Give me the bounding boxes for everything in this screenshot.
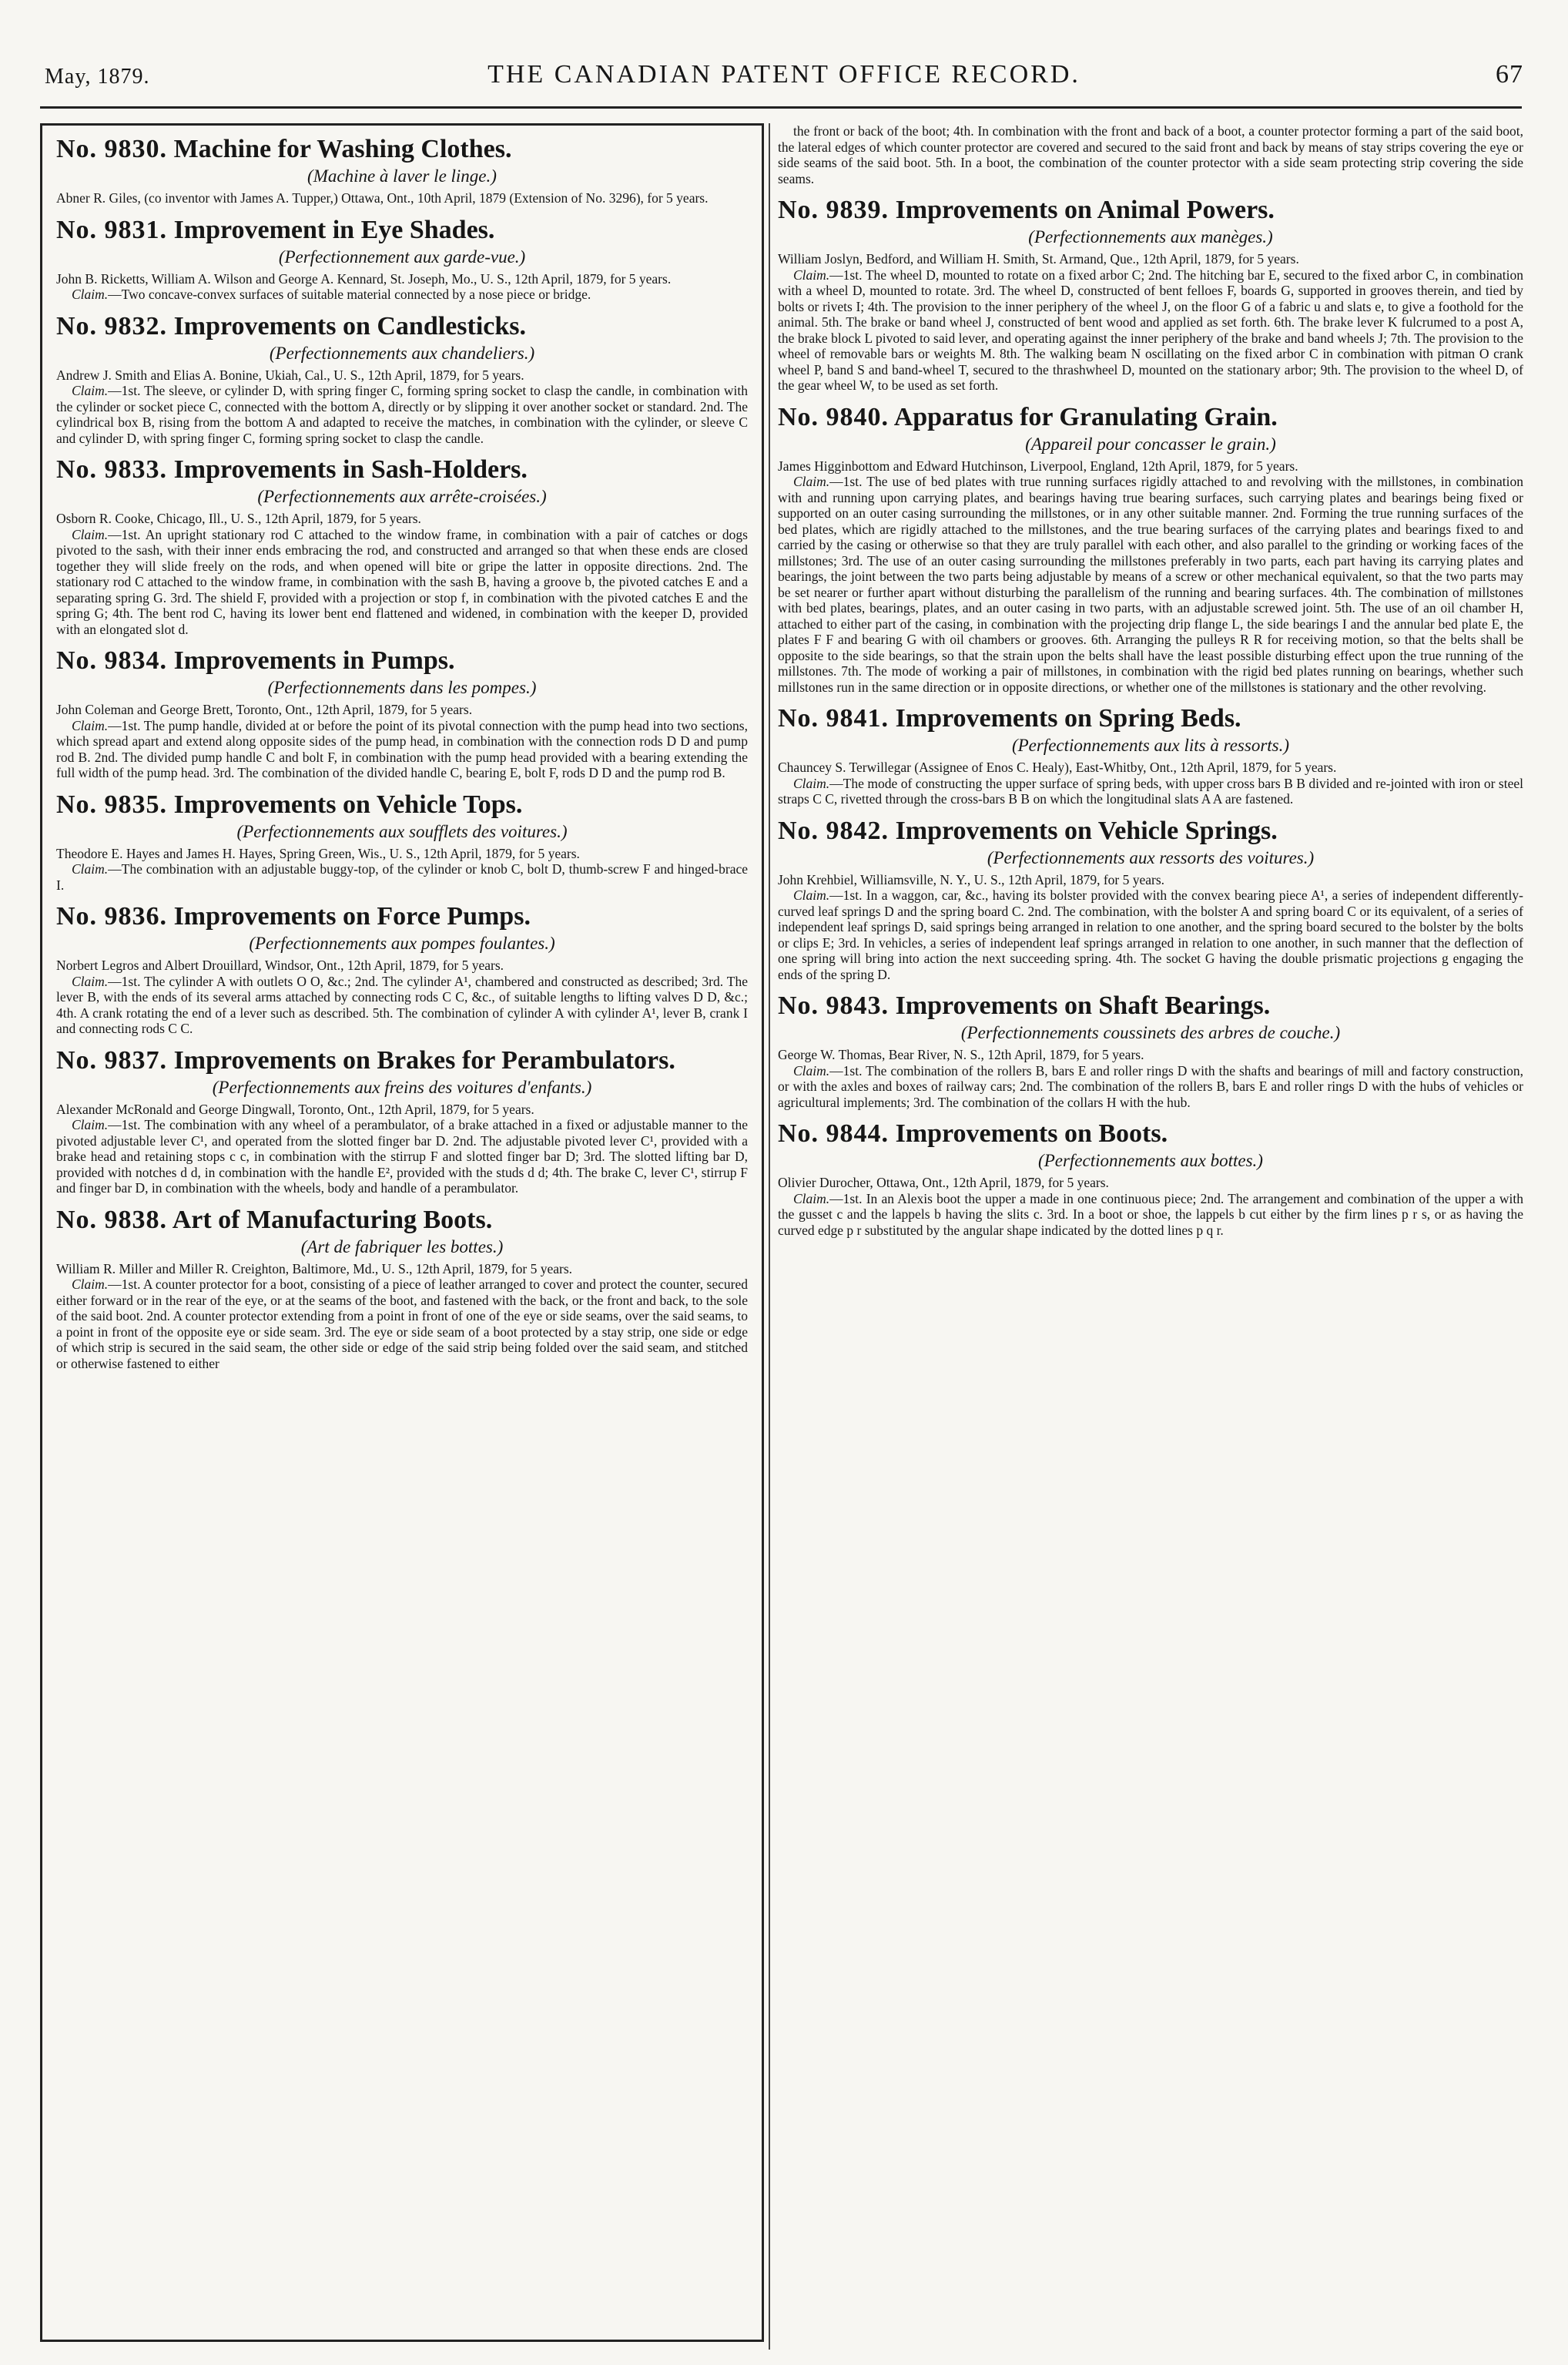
patent-inventors: John B. Ricketts, William A. Wilson and George A. Kennard, St. Joseph, Mo., U. S., 12th April, 1879, for 5 years. xyxy=(56,270,672,287)
claim-text: —1st. In an Alexis boot the upper a made in one continuous piece; 2nd. The arrangement and combination of the upper a with the gusset c and the lappels b having the slits c. 3rd. In a boot or shoe, the lappels b cut either by the firm lines p r s, or as having the curved edge p r substituted by the angular shape indicated by the dotted lines p q r. xyxy=(778,1190,1523,1238)
patent-heading xyxy=(778,817,1523,846)
patent-french-title: (Machine à laver le linge.) xyxy=(307,166,497,186)
patent-claim xyxy=(778,776,1523,807)
patent-title: Improvements in Pumps. xyxy=(173,646,455,675)
patent-title: Improvements on Vehicle Springs. xyxy=(895,816,1278,845)
patent-heading xyxy=(778,991,1523,1021)
patent-number: No. 9842. xyxy=(778,816,890,845)
patent-heading xyxy=(778,403,1523,432)
patent-number: No. 9832. xyxy=(56,311,168,340)
patent-heading xyxy=(778,1119,1523,1149)
patent-claim xyxy=(56,718,748,781)
claim-label: Claim. xyxy=(72,717,109,733)
patent-number: No. 9841. xyxy=(778,704,890,733)
left-column xyxy=(40,123,764,2342)
patent-heading xyxy=(56,646,748,676)
patent-number: No. 9833. xyxy=(56,455,168,484)
patent-french-title: (Perfectionnements aux manèges.) xyxy=(1028,227,1273,247)
patent-heading xyxy=(56,1046,748,1075)
patent-title: Improvements on Shaft Bearings. xyxy=(895,991,1271,1020)
patent-inventors: Alexander McRonald and George Dingwall, Toronto, Ont., 12th April, 1879, for 5 years. xyxy=(56,1101,534,1117)
claim-text: —1st. The pump handle, divided at or before the point of its pivotal connection with the pump head into two sections, which spread apart and extend along opposite sides of the pump head, in combination with the connection rods D D and pump rod B. 2nd. The divided pump handle C and bolt F, in combination with the pump head provided with a bearing extending the full width of the pump head. 3rd. The combination of the divided handle C, bearing E, bolt F, rods D D and the pump rod B. xyxy=(56,717,748,780)
claim-text: —1st. The combination with any wheel of a perambulator, of a brake attached in a fixed or adjustable manner to the pivoted adjustable lever C¹, and operated from the slotted finger bar D. 2nd. The adjustable pivoted lever C¹, provided with a brake head and retaining stops c c, in combination with the stirrup F and slotted finger bar D; 3rd. The slotted lifting bar D, provided with notches d d, in combination with the handle E², provided with the studs d d; 4th. The brake C, lever C¹, stirrup F and finger bar D, in combination with the wheels, body and handle of a perambulator. xyxy=(56,1117,748,1196)
patent-claim xyxy=(778,1063,1523,1111)
patent-heading xyxy=(56,902,748,931)
patent-inventors: George W. Thomas, Bear River, N. S., 12th April, 1879, for 5 years. xyxy=(778,1047,1144,1062)
claim-text: —The mode of constructing the upper surface of spring beds, with upper cross bars B B divided and re-jointed with iron or steel straps C C, rivetted through the cross-bars B B on which the longitudinal slats A A are fastened. xyxy=(778,775,1523,807)
claim-text: —1st. The cylinder A with outlets O O, &c.; 2nd. The cylinder A¹, chambered and constructed as described; 3rd. The lever B, with the ends of its several arms attached by connecting rods C C, &c., of suitable lengths to lifting valves D D, &c.; 4th. A crank rotating the end of a lever such as described. 5th. The combination of cylinder A with cylinder A¹, lever B, crank I and connecting rods C C. xyxy=(56,973,748,1036)
patent-entry xyxy=(56,312,748,447)
patent-inventors: Chauncey S. Terwillegar (Assignee of Enos C. Healy), East-Whitby, Ont., 12th April, 1879, for 5 years. xyxy=(778,760,1337,775)
patent-entry xyxy=(778,1119,1523,1238)
patent-title: Improvement in Eye Shades. xyxy=(173,215,495,244)
patent-number: No. 9838. xyxy=(56,1205,168,1234)
claim-label: Claim. xyxy=(72,383,109,398)
patent-french-title: (Appareil pour concasser le grain.) xyxy=(1025,434,1276,454)
patent-french-title: (Perfectionnements aux lits à ressorts.) xyxy=(1011,736,1290,755)
claim-text: —Two concave-convex surfaces of suitable material connected by a nose piece or bridge. xyxy=(108,287,591,302)
patent-inventors: William R. Miller and Miller R. Creighton, Baltimore, Md., U. S., 12th April, 1879, for 5 years. xyxy=(56,1260,573,1276)
claim-label: Claim. xyxy=(793,1062,830,1079)
patent-number: No. 9837. xyxy=(56,1045,168,1075)
patent-heading xyxy=(56,455,748,485)
patent-french-title: (Perfectionnement aux garde-vue.) xyxy=(278,247,526,267)
patent-entry xyxy=(56,1206,748,1372)
page-number: 67 xyxy=(1496,60,1523,89)
patent-number: No. 9831. xyxy=(56,215,168,244)
patent-number: No. 9836. xyxy=(56,902,168,931)
patent-entry xyxy=(56,216,748,303)
patent-french-title: (Perfectionnements aux bottes.) xyxy=(1038,1151,1263,1170)
patent-french-title: (Perfectionnements aux chandeliers.) xyxy=(269,343,535,363)
patent-inventors: Andrew J. Smith and Elias A. Bonine, Ukiah, Cal., U. S., 12th April, 1879, for 5 years. xyxy=(56,367,524,383)
patent-inventors: Abner R. Giles, (co inventor with James A. Tupper,) Ottawa, Ont., 10th April, 1879 (Extension of No. 3296), for 5 years. xyxy=(56,190,709,206)
patent-claim xyxy=(56,383,748,446)
patent-inventors: Theodore E. Hayes and James H. Hayes, Spring Green, Wis., U. S., 12th April, 1879, for 5 years. xyxy=(56,845,580,861)
patent-number: No. 9843. xyxy=(778,991,890,1020)
patent-number: No. 9834. xyxy=(56,646,168,675)
patent-french-title: (Perfectionnements coussinets des arbres de couche.) xyxy=(960,1023,1341,1042)
patent-title: Machine for Washing Clothes. xyxy=(173,135,512,163)
patent-inventors: Olivier Durocher, Ottawa, Ont., 12th April, 1879, for 5 years. xyxy=(778,1175,1109,1190)
patent-title: Art of Manufacturing Boots. xyxy=(172,1205,493,1234)
patent-title: Improvements on Spring Beds. xyxy=(895,704,1241,733)
claim-label: Claim. xyxy=(72,973,109,989)
patent-title: Improvements on Brakes for Perambulators. xyxy=(173,1045,675,1075)
claim-label: Claim. xyxy=(793,887,830,903)
patent-entry xyxy=(56,455,748,637)
patent-claim xyxy=(56,974,748,1037)
claim-text: —1st. The wheel D, mounted to rotate on a fixed arbor C; 2nd. The hitching bar E, secured to the fixed arbor C, in combination with a wheel D, mounted to rotate. 3rd. The wheel D, constructed of bent felloes F, boards G, supported in grooves therein, and tied by bolts or rivets I; 4th. The provision to the inner periphery of the wheel J, on the floor G of a fabric u and slats e, to give a foothold for the animal. 5th. The brake or band wheel J, constructed of bent wood and applied as set forth. 6th. The brake lever K fulcrumed to a post A, the brake block L pivoted to said lever, and operating against the inner periphery of the brake and band wheels J; 7th. The provision to the wheel of removable bars or weights M. 8th. The walking beam N oscillating on the fixed arbor C in combination with pitman O crank wheel P, band S and band-wheel T, secured to the thrashwheel D, mounted on the stationary arbor; 9th. The provision to the wheel D, of the gear wheel W, to be used as set forth. xyxy=(778,267,1523,393)
patent-inventors: John Coleman and George Brett, Toronto, Ont., 12th April, 1879, for 5 years. xyxy=(56,702,473,717)
patent-entry xyxy=(778,817,1523,983)
claim-label: Claim. xyxy=(72,1117,109,1132)
claim-text: —1st. The combination of the rollers B, bars E and roller rings D with the shafts and bearings of mill and factory construction, or with the axles and boxes of railway cars; 2nd. The combination of the rollers B, bars E and roller rings D with the hubs of vehicles or agricultural implements; 3rd. The combination of the collars H with the hub. xyxy=(778,1062,1523,1110)
claim-text: —1st. A counter protector for a boot, consisting of a piece of leather arranged to cover and protect the counter, secured either forward or in the rear of the eye, or at the seams of the boot, and fastened with the back, or the front and back, to the sole of the said boot. 2nd. A counter protector extending from a point in front of one of the eye or side seams, over the said seams, to a point in front of the opposite eye or side seam. 3rd. The eye or side seam of a boot protected by a stay strip, one side or edge of which strip is secured in the said seam, the other side or edge of the said strip being folded over the said seam, and stitched or otherwise fastened to either xyxy=(56,1276,748,1371)
patent-entry xyxy=(56,902,748,1037)
claim-text: —The combination with an adjustable buggy-top, of the cylinder or knob C, bolt D, thumb-screw F and hinged-brace I. xyxy=(56,861,748,893)
patent-title: Improvements on Force Pumps. xyxy=(173,902,531,931)
patent-french-title: (Art de fabriquer les bottes.) xyxy=(300,1236,504,1256)
claim-label: Claim. xyxy=(72,526,109,542)
patent-french-title: (Perfectionnements aux ressorts des voitures.) xyxy=(987,847,1315,867)
patent-claim xyxy=(778,474,1523,695)
claim-label: Claim. xyxy=(72,861,109,877)
patent-title: Improvements on Animal Powers. xyxy=(895,196,1275,224)
running-header xyxy=(45,60,1523,94)
patent-claim xyxy=(56,1117,748,1196)
patent-heading xyxy=(56,135,748,164)
claim-text: —1st. In a waggon, car, &c., having its bolster provided with the convex bearing piece A¹, a series of independent differently-curved leaf springs D and the spring board C. 2nd. The combination, with the bolster A and spring board C or its equivalent, of a series of independent leaf springs D, said springs being arranged in relation to one another, and the spring board secured to the bolster by the bolts or clips E; 3rd. In vehicles, a series of independent leaf springs arranged in relation to one another, in such manner that the deflection of one spring will bring into action the next succeeding spring. 4th. The socket G having the double prismatic projections g engaging the ends of the spring D. xyxy=(778,887,1523,982)
patent-claim xyxy=(778,267,1523,394)
patent-number: No. 9840. xyxy=(778,402,890,431)
patent-number: No. 9830. xyxy=(56,135,168,163)
patent-title: Improvements in Sash-Holders. xyxy=(173,455,528,484)
patent-heading xyxy=(778,704,1523,733)
claim-label: Claim. xyxy=(72,1276,109,1292)
patent-claim xyxy=(56,861,748,893)
claim-text: —1st. The sleeve, or cylinder D, with spring finger C, forming spring socket to clasp the candle, in combination with the cylinder or socket piece C, connected with the bottom A, directly or by slipping it over another socket or standard. 2nd. The cylindrical box B, rising from the bottom A and adapted to receive the matches, in combination with the cylinder, or sleeve C and cylinder D, with spring finger C, forming spring socket to clasp the candle. xyxy=(56,383,748,446)
claim-label: Claim. xyxy=(793,1190,830,1206)
patent-entry xyxy=(56,135,748,206)
header-date: May, 1879. xyxy=(45,65,150,89)
right-column xyxy=(778,123,1523,1247)
patent-french-title: (Perfectionnements aux freins des voitures d'enfants.) xyxy=(212,1077,592,1097)
patent-claim xyxy=(778,887,1523,982)
patent-title: Improvements on Boots. xyxy=(895,1119,1168,1148)
patent-inventors: Norbert Legros and Albert Drouillard, Windsor, Ont., 12th April, 1879, for 5 years. xyxy=(56,958,504,973)
claim-text: —1st. The use of bed plates with true running surfaces rigidly attached to and revolving with the millstones, in combination with and running upon carrying plates, and bearings having true bearing surfaces, such carrying plates and bearings being fixed or supported on an outer casing surrounding the millstones, or in any other suitable manner. 2nd. Forming the true running surfaces of the bed plates, which are rigidly attached to the millstones, and the true bearing surfaces of the carrying plates and bearings fixed to and carried by the casing or otherwise so that they are truly parallel with each other, and also parallel to the grinding or working faces of the millstones; 3rd. The use of an outer casing surrounding the millstones preferably in two parts, each part having its carrying plates and bearings, the joint between the two parts being adjustable by means of a screw or other mechanical equivalent, so that the two parts may be set nearer or further apart without disturbing the parallelism of the running and bearing surfaces. 4th. The combination of millstones with bed plates, bearings, plates, and an outer casing in two parts, with an adjustable screwed joint. 5th. The use of an oil chamber H, attached to either part of the casing, in combination with the projecting drip flange L, the side bearings I and the annular bed plate E, the plates F F and bearing G with oil chambers or grooves. 6th. Arranging the pulleys R R for receiving motion, so that the belts shall be opposite to the side bearings, so that the strain upon the belts shall have the least possible disturbing effect upon the true running of the millstones. 7th. The mode of working a pair of millstones, in combination with the rigid bed plates running on bearings, whether such millstones run in the same direction or in opposite directions, or whether one of the millstones is stationary and the other revolving. xyxy=(778,474,1523,695)
patent-claim xyxy=(56,1276,748,1371)
patent-number: No. 9844. xyxy=(778,1119,890,1148)
patent-entry xyxy=(778,704,1523,807)
patent-french-title: (Perfectionnements aux pompes foulantes.) xyxy=(249,934,555,953)
patent-inventors: Osborn R. Cooke, Chicago, Ill., U. S., 12th April, 1879, for 5 years. xyxy=(56,511,421,526)
patent-heading xyxy=(56,1206,748,1235)
patent-inventors: James Higginbottom and Edward Hutchinson, Liverpool, England, 12th April, 1879, for 5 years. xyxy=(778,458,1298,474)
patent-claim xyxy=(56,287,748,303)
patent-french-title: (Perfectionnements aux arrête-croisées.) xyxy=(257,487,547,506)
patent-heading xyxy=(778,196,1523,225)
claim-label: Claim. xyxy=(793,474,830,489)
patent-inventors: John Krehbiel, Williamsville, N. Y., U. S., 12th April, 1879, for 5 years. xyxy=(778,871,1165,887)
patent-claim xyxy=(778,1191,1523,1239)
patent-heading xyxy=(56,790,748,820)
column-divider xyxy=(769,123,770,2350)
patent-title: Improvements on Candlesticks. xyxy=(173,311,527,340)
continued-claim-text: the front or back of the boot; 4th. In combination with the front and back of a boot, a counter protector forming a part of the said boot, the lateral edges of which counter protector are covered and secured to the said front and back by means of stay strips covering the eye or side seams of the said boot. 5th. In a boot, the combination of the counter protector with a side seam protecting strip covering the side seams. xyxy=(778,123,1523,186)
patent-entry xyxy=(56,646,748,781)
patent-entry xyxy=(56,790,748,894)
patent-french-title: (Perfectionnements aux soufflets des voitures.) xyxy=(236,821,568,841)
patent-entry xyxy=(778,403,1523,696)
patent-heading xyxy=(56,312,748,341)
patent-number: No. 9839. xyxy=(778,196,890,224)
patent-entry xyxy=(56,1046,748,1196)
patent-title: Improvements on Vehicle Tops. xyxy=(173,790,523,819)
patent-entry xyxy=(778,991,1523,1110)
claim-label: Claim. xyxy=(72,287,109,302)
header-rule xyxy=(40,106,1522,109)
patent-inventors: William Joslyn, Bedford, and William H. Smith, St. Armand, Que., 12th April, 1879, for 5 years. xyxy=(778,251,1299,267)
patent-entry xyxy=(778,196,1523,394)
claim-label: Claim. xyxy=(793,267,830,283)
patent-french-title: (Perfectionnements dans les pompes.) xyxy=(267,678,537,697)
claim-text: —1st. An upright stationary rod C attached to the window frame, in combination with a pair of catches or dogs pivoted to the sash, with their inner ends embracing the rod, and constructed and arranged so that when these ends are closed together they will slide freely on the rods, and when opened will bite or gripe the latter in opposite directions. 2nd. The stationary rod C attached to the window frame, in combination with the sash B, having a groove b, the pivoted catches E and a separating spring G. 3rd. The shield F, provided with a projection or stop f, in combination with the pivoted catches E and the spring G; 4th. The bent rod C, having its lower bent end flattened and widened, in combination with the keeper D, provided with an elongated slot d. xyxy=(56,526,748,637)
patent-heading xyxy=(56,216,748,245)
patent-claim xyxy=(56,527,748,638)
claim-label: Claim. xyxy=(793,775,830,791)
header-title: THE CANADIAN PATENT OFFICE RECORD. xyxy=(487,60,1081,89)
patent-title: Apparatus for Granulating Grain. xyxy=(893,402,1278,431)
patent-number: No. 9835. xyxy=(56,790,168,819)
